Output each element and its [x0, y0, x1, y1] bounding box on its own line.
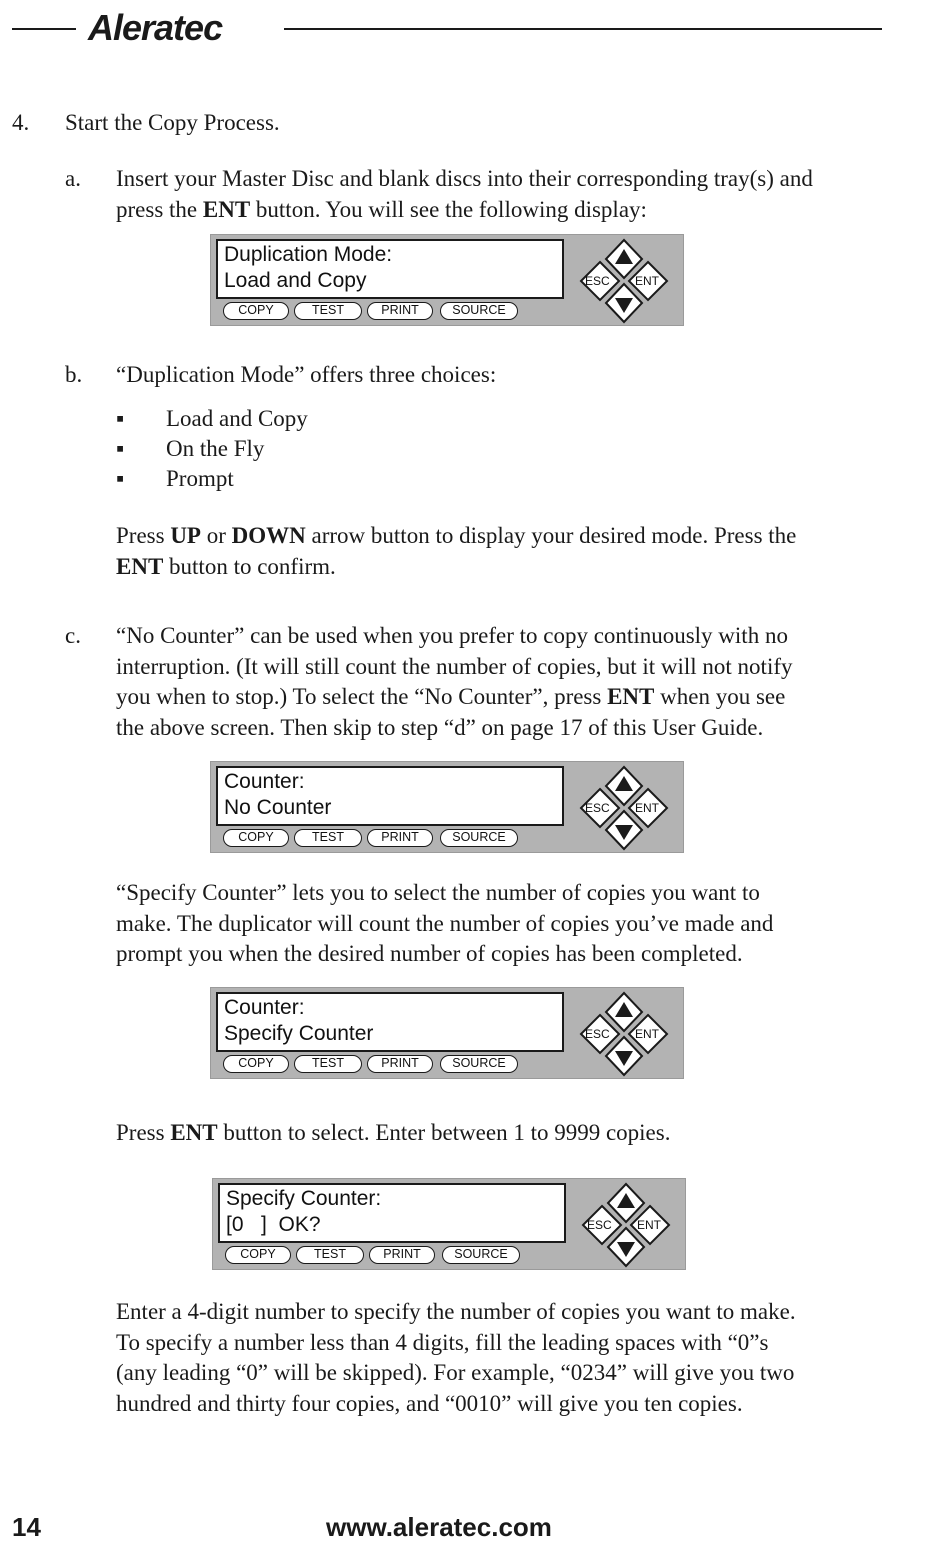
ent-label: ENT	[635, 274, 659, 288]
source-button[interactable]: SOURCE	[440, 302, 518, 320]
test-button[interactable]: TEST	[294, 1055, 362, 1073]
test-button[interactable]: TEST	[294, 302, 362, 320]
lcd-line2: Load and Copy	[224, 269, 367, 292]
nav-keypad	[579, 990, 669, 1078]
lcd-panel-duplication-mode	[210, 234, 684, 326]
bullet-icon: ▪	[116, 436, 125, 461]
lcd-line1: Counter:	[224, 996, 305, 1019]
lcd-line2: No Counter	[224, 796, 332, 819]
enter-line2: To specify a number less than 4 digits, fill the leading spaces with “0”s	[116, 1329, 769, 1355]
lcd-panel-no-counter	[210, 761, 684, 853]
lcd-line1: Counter:	[224, 770, 305, 793]
substep-a-marker: a.	[65, 166, 81, 191]
enter-line3: (any leading “0” will be skipped). For example, “0234” will give you two	[116, 1360, 795, 1385]
lcd-screen	[216, 992, 564, 1052]
substep-c-line1: “No Counter” can be used when you prefer to copy continuously with no	[116, 623, 788, 648]
ent-label: ENT	[637, 1218, 661, 1232]
text-run: button to confirm.	[163, 553, 336, 579]
substep-a-line1: Insert your Master Disc and blank discs into their corresponding tray(s) and	[116, 166, 813, 191]
brand-logo: Aleratec	[88, 7, 223, 48]
text-run: button. You will see the following display:	[250, 196, 647, 222]
lcd-screen	[216, 239, 564, 299]
substep-c-line4: the above screen. Then skip to step “d” on page 17 of this User Guide.	[116, 714, 764, 740]
bold-ent: ENT	[607, 684, 655, 709]
copy-button[interactable]: COPY	[223, 1055, 289, 1073]
ent-label: ENT	[635, 1027, 659, 1041]
text-run: you when to stop.) To select the “No Counter”, press	[116, 684, 608, 709]
substep-b-instructions	[116, 521, 896, 582]
substep-b-marker: b.	[65, 362, 83, 387]
bold-ent: ENT	[202, 196, 251, 222]
header-rule-left	[12, 28, 76, 30]
text-run: arrow button to display your desired mode. Press the	[305, 523, 797, 548]
print-button[interactable]: PRINT	[369, 1246, 435, 1264]
press-ent-line	[116, 1118, 896, 1149]
website-link[interactable]: www.aleratec.com	[326, 1512, 552, 1542]
test-button[interactable]: TEST	[296, 1246, 364, 1264]
specify-line1: “Specify Counter” lets you to select the number of copies you want to	[116, 880, 760, 905]
bold-up: UP	[170, 523, 201, 548]
choice-on-the-fly: On the Fly	[166, 436, 265, 461]
specify-line3: prompt you when the desired number of copies has been completed.	[116, 941, 743, 966]
instructions-line2	[116, 552, 896, 583]
copy-button[interactable]: COPY	[223, 302, 289, 320]
text-run: when you see	[654, 684, 786, 709]
text-run: button to select. Enter between 1 to 9999 copies.	[217, 1120, 671, 1145]
bold-ent: ENT	[116, 553, 164, 579]
header-rule-right	[284, 28, 882, 30]
source-button[interactable]: SOURCE	[440, 829, 518, 847]
substep-c-text	[116, 621, 906, 743]
print-button[interactable]: PRINT	[367, 1055, 433, 1073]
esc-label: ESC	[587, 1218, 612, 1232]
lcd-line2-counter-entry[interactable]: [0 ] OK?	[226, 1213, 321, 1236]
lcd-screen	[218, 1183, 566, 1243]
substep-c-marker: c.	[65, 623, 81, 648]
source-button[interactable]: SOURCE	[440, 1055, 518, 1073]
copy-button[interactable]: COPY	[225, 1246, 291, 1264]
enter-line4: hundred and thirty four copies, and “0010” will give you ten copies.	[116, 1390, 743, 1416]
bullet-icon: ▪	[116, 466, 125, 491]
substep-a-text	[116, 164, 896, 225]
bold-ent: ENT	[170, 1120, 218, 1145]
substep-b-intro: “Duplication Mode” offers three choices:	[116, 362, 497, 387]
specify-counter-paragraph	[116, 878, 896, 970]
instructions-line1	[116, 521, 896, 552]
page-number: 14	[12, 1512, 41, 1542]
step-title: Start the Copy Process.	[65, 110, 280, 135]
lcd-screen	[216, 766, 564, 826]
esc-label: ESC	[585, 1027, 610, 1041]
source-button[interactable]: SOURCE	[442, 1246, 520, 1264]
test-button[interactable]: TEST	[294, 829, 362, 847]
esc-label: ESC	[585, 801, 610, 815]
text-run: press the	[116, 196, 203, 222]
copy-button[interactable]: COPY	[223, 829, 289, 847]
bullet-icon: ▪	[116, 406, 125, 431]
ent-label: ENT	[635, 801, 659, 815]
lcd-line2: Specify Counter	[224, 1022, 374, 1045]
text-run: or	[200, 523, 232, 548]
esc-label: ESC	[585, 274, 610, 288]
lcd-panel-specify-counter	[210, 987, 684, 1079]
page-header	[12, 8, 882, 48]
choice-load-and-copy: Load and Copy	[166, 406, 308, 431]
lcd-panel-specify-counter-entry	[212, 1178, 686, 1270]
choice-prompt: Prompt	[166, 466, 234, 491]
enter-digits-paragraph	[116, 1297, 916, 1419]
step-number: 4.	[12, 110, 30, 135]
lcd-line1: Specify Counter:	[226, 1187, 382, 1210]
lcd-line1: Duplication Mode:	[224, 243, 393, 266]
substep-a-line2	[116, 195, 896, 226]
bold-down: DOWN	[231, 523, 306, 548]
substep-c-line3	[116, 682, 906, 713]
print-button[interactable]: PRINT	[367, 829, 433, 847]
print-button[interactable]: PRINT	[367, 302, 433, 320]
text-run: Press	[116, 1120, 171, 1145]
enter-line1: Enter a 4-digit number to specify the number of copies you want to make.	[116, 1299, 796, 1324]
text-run: Press	[116, 523, 171, 548]
nav-keypad	[581, 1181, 671, 1269]
nav-keypad	[579, 764, 669, 852]
nav-keypad	[579, 237, 669, 325]
specify-line2: make. The duplicator will count the number of copies you’ve made and	[116, 910, 774, 936]
substep-c-line2: interruption. (It will still count the number of copies, but it will not notify	[116, 653, 793, 679]
